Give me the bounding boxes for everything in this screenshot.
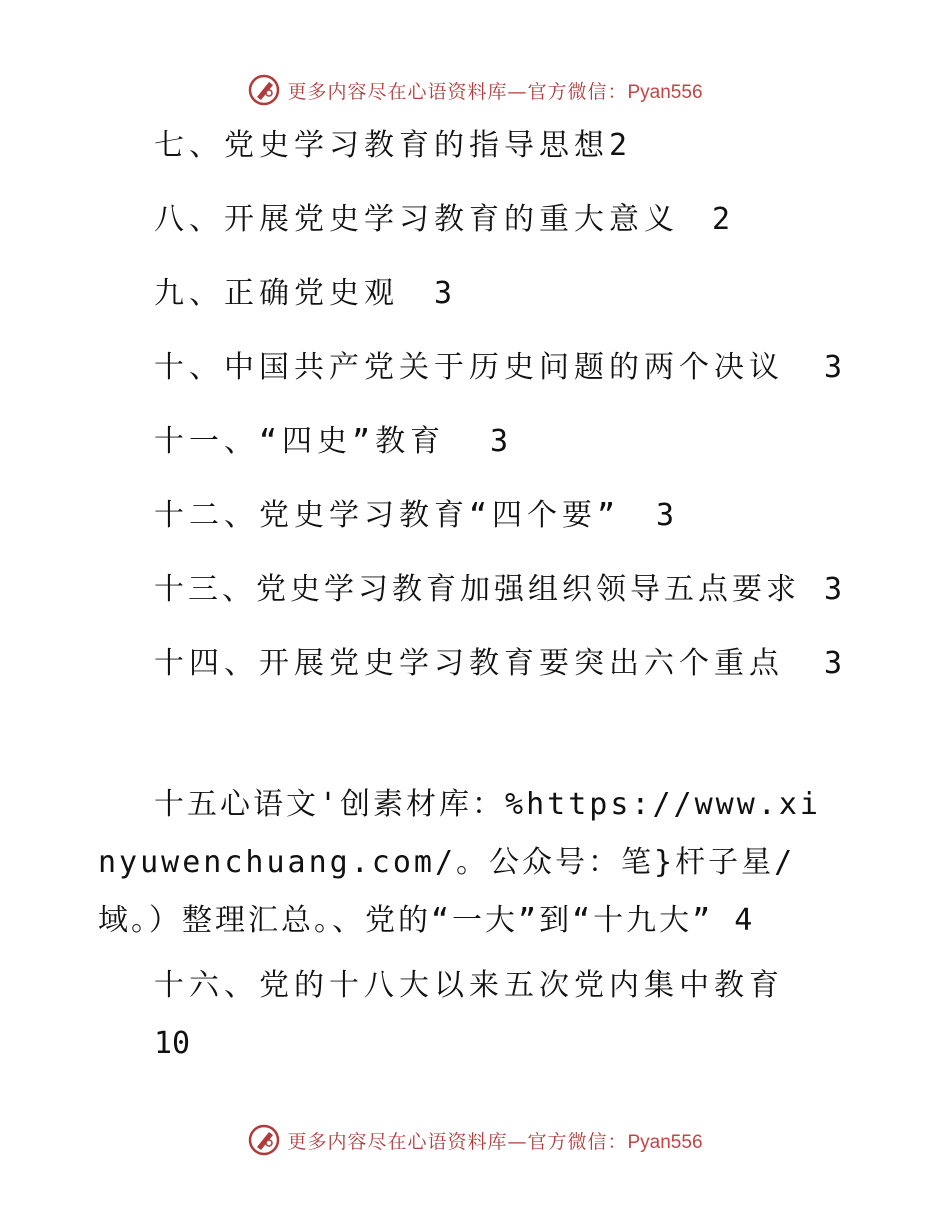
toc-item-title: 七、党史学习教育的指导思想	[154, 128, 609, 163]
toc-item-page: 3	[824, 646, 843, 681]
toc-item-13	[154, 570, 843, 610]
toc-item-title: 十、中国共产党关于历史问题的两个决议	[154, 350, 784, 385]
toc-item-text: 十五心语文'创素材库：%https://www.xinyuwenchuang.com/。公众号：笔}杆子星/域。）整理汇总。、党的“一大”到“十九大” 4	[98, 787, 821, 938]
toc-item-10	[154, 348, 843, 388]
toc-item-title: 十三、党史学习教育加强组织领导五点要求	[154, 572, 800, 607]
footer-banner-text: 更多内容尽在心语资料库—官方微信：Pyan556	[287, 1130, 703, 1153]
header-banner-content	[247, 73, 702, 107]
header-banner	[0, 70, 950, 110]
toc-item-title: 十一、“四史”教育	[154, 424, 446, 459]
toc-item-page: 3	[656, 498, 675, 533]
toc-item-page: 2	[609, 128, 628, 163]
toc-item-title: 八、开展党史学习教育的重大意义	[154, 202, 679, 237]
toc-item-12	[154, 496, 675, 536]
toc-item-page: 3	[434, 276, 453, 311]
toc-item-title: 九、正确党史观	[154, 276, 399, 311]
toc-item-9	[154, 274, 453, 314]
toc-item-page: 10	[154, 1026, 191, 1061]
toc-item-15	[98, 776, 838, 950]
footer-banner	[0, 1120, 950, 1160]
toc-item-title: 十六、党的十八大以来五次党内集中教育	[154, 968, 784, 1003]
footer-banner-content	[247, 1123, 702, 1157]
toc-item-title: 十四、开展党史学习教育要突出六个重点	[154, 646, 784, 681]
header-banner-text: 更多内容尽在心语资料库—官方微信：Pyan556	[287, 80, 703, 103]
toc-item-page: 3	[824, 572, 843, 607]
toc-item-title: 十二、党史学习教育“四个要”	[154, 498, 621, 533]
wechat-account: Pyan556	[627, 81, 703, 103]
toc-item-page: 3	[490, 424, 509, 459]
pen-logo-icon	[247, 73, 281, 107]
toc-item-8	[154, 200, 731, 240]
toc-item-7	[154, 126, 627, 166]
toc-item-14	[154, 644, 843, 684]
toc-item-16-page	[154, 1024, 190, 1064]
toc-item-11	[154, 422, 509, 462]
toc-item-page: 3	[824, 350, 843, 385]
pen-logo-icon	[247, 1123, 281, 1157]
toc-item-16	[154, 966, 784, 1006]
toc-item-page: 2	[712, 202, 731, 237]
wechat-account: Pyan556	[627, 1131, 703, 1153]
